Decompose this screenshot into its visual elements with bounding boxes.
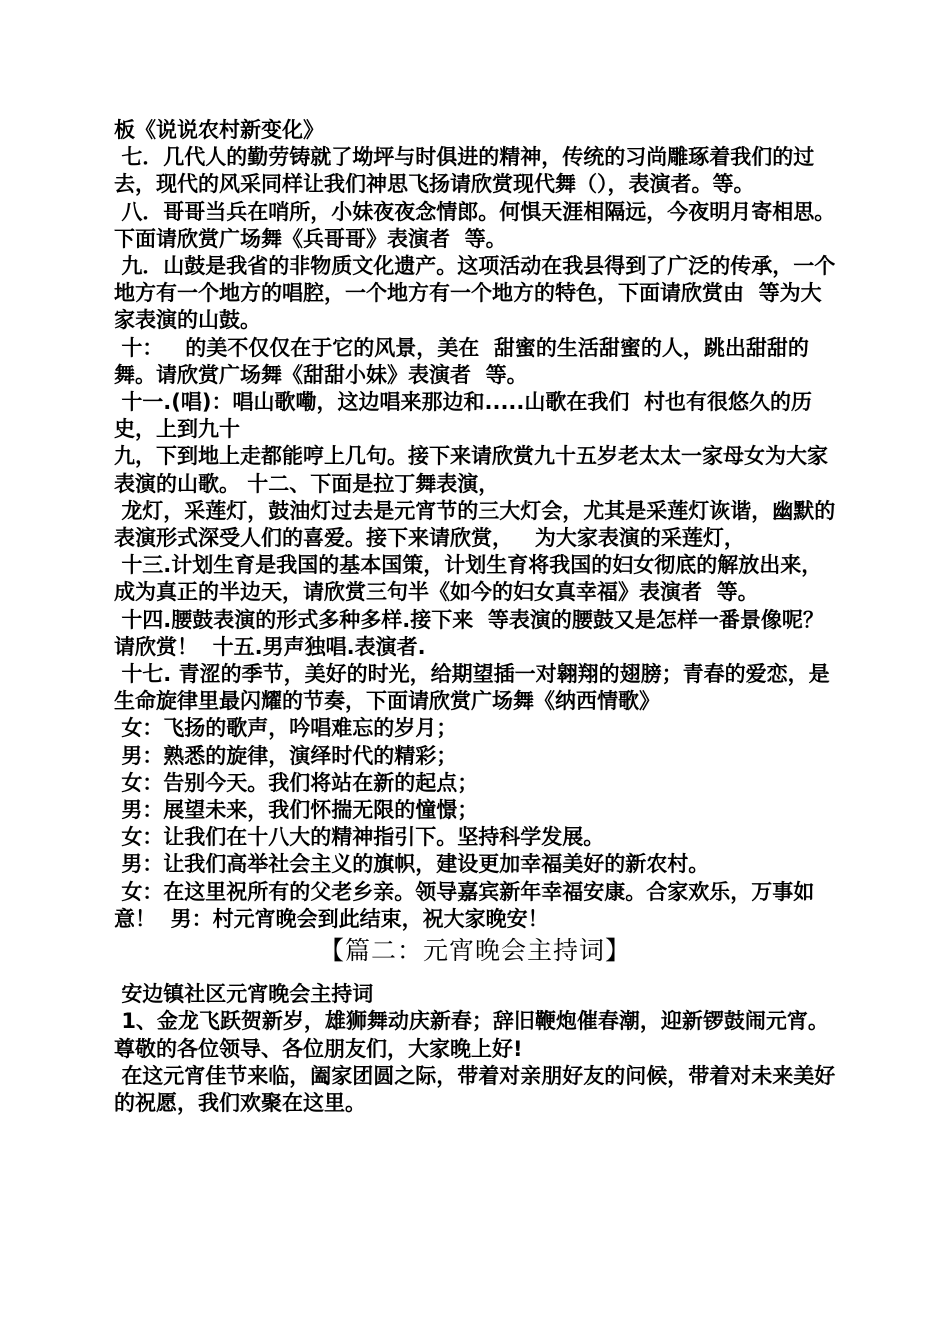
dialogue-line: 女：让我们在十八大的精神指引下。坚持科学发展。 [114, 825, 605, 850]
paragraph: 龙灯，采莲灯，鼓油灯过去是元宵节的三大灯会，尤其是采莲灯诙谐，幽默的表演形式深受人们的喜爱。接下来请欣赏， 为大家表演的采莲灯， [114, 498, 836, 551]
dialogue-line: 男：展望未来，我们怀揣无限的憧憬； [114, 798, 479, 823]
paragraph: 十四.腰鼓表演的形式多种多样.接下来 等表演的腰鼓又是怎样一番景像呢？请欣赏！ 十五.男声独唱.表演者. [114, 607, 824, 659]
paragraph: 八．哥哥当兵在哨所，小妹夜夜念情郎。何惧天涯相隔远，今夜明月寄相思。下面请欣赏广场舞《兵哥哥》表演者 等。 [114, 199, 836, 251]
subsection-title: 安边镇社区元宵晚会主持词 [114, 982, 374, 1007]
paragraph: 十： 的美不仅仅在于它的风景，美在 甜蜜的生活甜蜜的人，跳出甜甜的舞。请欣赏广场舞《甜甜小妹》表演者 等。 [114, 335, 809, 387]
dialogue-line: 男：熟悉的旋律，演绎时代的精彩； [114, 743, 458, 768]
paragraph: 十一.(唱)：唱山歌嘞，这边唱来那边和.....山歌在我们 村也有很悠久的历史，上到九十 [114, 390, 812, 442]
dialogue-line: 女：在这里祝所有的父老乡亲。领导嘉宾新年幸福安康。合家欢乐，万事如意！ 男：村元宵晚会到此结束，祝大家晚安！ [114, 879, 815, 931]
paragraph: 板《说说农村新变化》 [114, 118, 324, 142]
dialogue-line: 女：飞扬的歌声，吟唱难忘的岁月； [114, 716, 458, 741]
paragraph: 1、金龙飞跃贺新岁，雄狮舞动庆新春；辞旧鞭炮催春潮，迎新锣鼓闹元宵。尊敬的各位领导、各位朋友们，大家晚上好! [114, 1009, 829, 1061]
dialogue-line: 女：告别今天。我们将站在新的起点； [114, 770, 479, 795]
paragraph: 九．山鼓是我省的非物质文化遗产。这项活动在我县得到了广泛的传承，一个地方有一个地方的唱腔，一个地方有一个地方的特色，下面请欣赏由 等为大家表演的山鼓。 [114, 254, 836, 333]
document-body [114, 117, 836, 1117]
dialogue-line: 男：让我们高举社会主义的旗帜，建设更加幸福美好的新农村。 [114, 852, 710, 877]
paragraph: 十三.计划生育是我国的基本国策，计划生育将我国的妇女彻底的解放出来，成为真正的半边天，请欣赏三句半《如今的妇女真幸福》表演者 等。 [114, 553, 823, 605]
paragraph: 七．几代人的勤劳铸就了坳坪与时俱进的精神，传统的习尚雕琢着我们的过去，现代的风采同样让我们神思飞扬请欣赏现代舞（），表演者。等。 [114, 145, 815, 197]
section-heading: 【篇二：元宵晚会主持词】 [318, 936, 631, 966]
paragraph: 在这元宵佳节来临，阖家团圆之际，带着对亲朋好友的问候，带着对未来美好的祝愿，我们欢聚在这里。 [114, 1063, 836, 1115]
paragraph: 九，下到地上走都能哼上几句。接下来请欣赏九十五岁老太太一家母女为大家表演的山歌。 十二、下面是拉丁舞表演， [114, 444, 828, 496]
paragraph: 十七. 青涩的季节，美好的时光，给期望插一对翱翔的翅膀；青春的爱恋，是生命旋律里最闪耀的节奏，下面请欣赏广场舞《纳西情歌》 [114, 662, 830, 714]
